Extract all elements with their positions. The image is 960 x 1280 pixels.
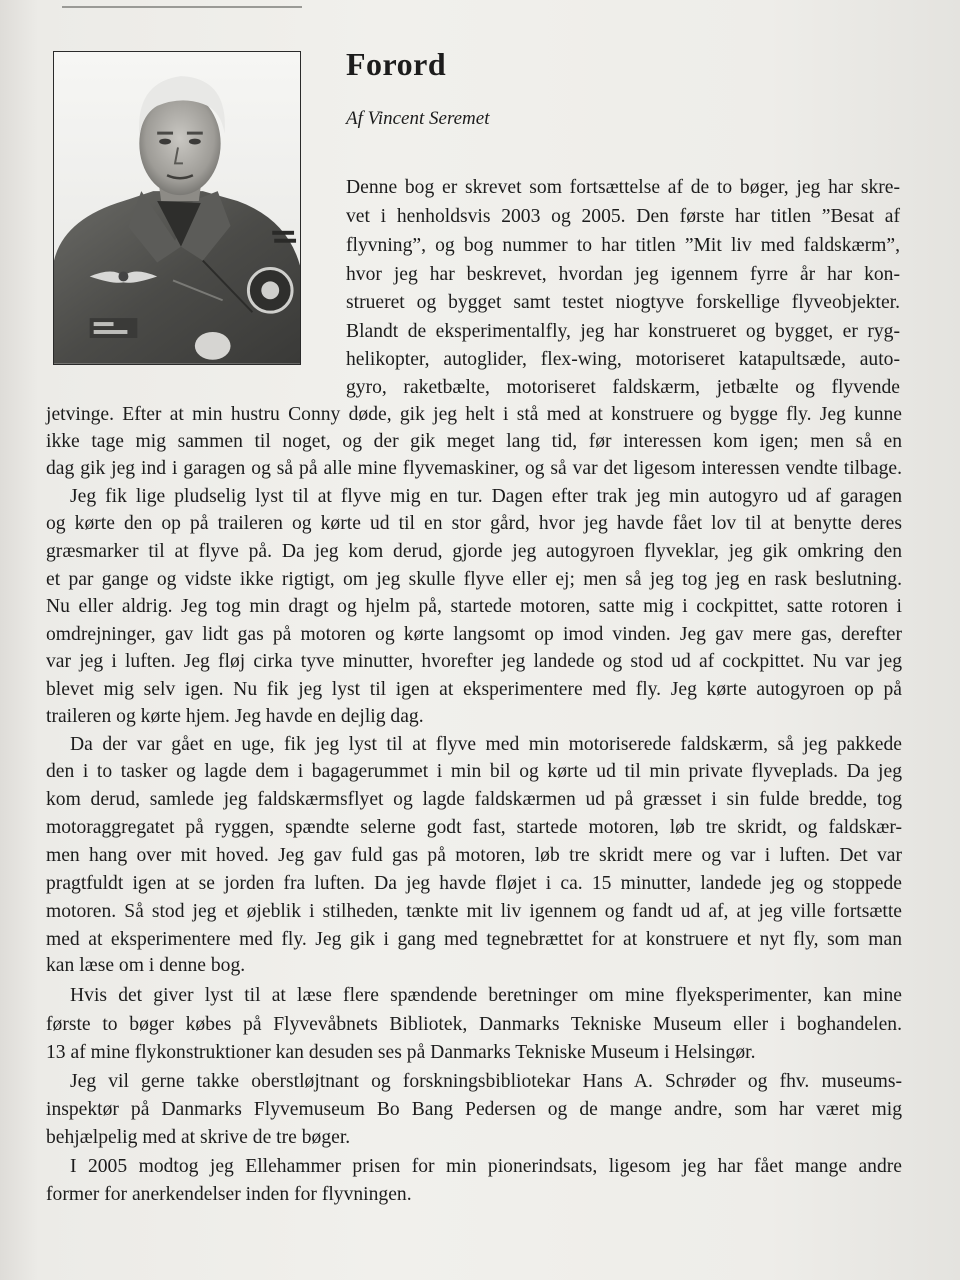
text-line: motoraggregatet på ryggen, spændte selerne godt fast, startede motoren, løb tre skridt, og faldskær- <box>46 817 902 838</box>
text-line: pragtfuldt igen at se jorden fra luften. Da jeg havde fløjet i ca. 15 minutter, landede jeg og stoppede <box>46 873 902 894</box>
text-line: Da der var gået en uge, fik jeg lyst til at flyve med min motoriserede faldskærm, så jeg pakkede <box>70 734 902 755</box>
text-line: I 2005 modtog jeg Ellehammer prisen for min pionerindsats, ligesom jeg har fået mange andre <box>70 1156 902 1177</box>
text-line: den i to tasker og lagde dem i bagagerummet i min bil og kørte ud til min private flyveplads. Da jeg <box>46 761 902 782</box>
text-line: Nu eller aldrig. Jeg tog min dragt og hjelm på, startede motoren, satte mig i cockpittet, satte rotoren i <box>46 596 902 617</box>
text-line: behjælpelig med at skrive de tre bøger. <box>46 1127 351 1148</box>
text-line: Jeg fik lige pludselig lyst til at flyve mig en tur. Dagen efter trak jeg min autogyro ud af garagen <box>70 486 902 507</box>
text-line: et par gange og vidste ikke rigtigt, om jeg skulle flyve eller ej; men så jeg tog jeg en rask beslutning. <box>46 569 902 590</box>
text-line: Denne bog er skrevet som fortsættelse af de to bøger, jeg har skre- <box>346 177 900 198</box>
text-line: blevet mig selv igen. Nu fik jeg lyst til igen at eksperimentere med fly. Jeg kørte autogyroen op på <box>46 679 902 700</box>
text-line: med at eksperimentere med fly. Jeg gik i gang med tegnebrættet for at konstruere et nyt fly, som man <box>46 929 902 950</box>
text-line: motoren. Så stod jeg et øjeblik i stilheden, tænkte mit liv igennem og fandt ud af, at jeg ville fortsætte <box>46 901 902 922</box>
text-line: og kørte den op på traileren og kørte ud til en stor gård, hvor jeg havde fået lov til at benytte deres <box>46 513 902 534</box>
text-line: inspektør på Danmarks Flyvemuseum Bo Bang Pedersen og de mange andre, som har været mig <box>46 1099 902 1120</box>
text-line: former for anerkendelser inden for flyvningen. <box>46 1184 412 1205</box>
text-line: kan læse om i denne bog. <box>46 955 246 976</box>
text-line: hvor jeg har beskrevet, hvordan jeg igennem fyrre år har kon- <box>346 264 900 285</box>
text-line: men hang over mit hoved. Jeg gav fuld gas på motoren, løb tre skridt mere og var i luften. Det var <box>46 845 902 866</box>
text-line: 13 af mine flykonstruktioner kan desuden ses på Danmarks Tekniske Museum i Helsingør. <box>46 1042 756 1063</box>
text-line: strueret og bygget samt testet niogtyve forskellige flyveobjekter. <box>346 292 900 313</box>
text-line: Jeg vil gerne takke oberstløjtnant og forskningsbibliotekar Hans A. Schrøder og fhv. museums- <box>70 1071 902 1092</box>
text-line: helikopter, autoglider, flex-wing, motoriseret katapultsæde, auto- <box>346 349 900 370</box>
text-line: jetvinge. Efter at min hustru Conny døde, gik jeg helt i stå med at konstruere og bygge fly. Jeg kunne <box>46 404 902 425</box>
page-title: Forord <box>346 46 447 82</box>
text-line: traileren og kørte hjem. Jeg havde en dejlig dag. <box>46 706 424 727</box>
text-line: dag gik jeg ind i garagen og så på alle mine flyvemaskiner, og så var det ligesom interessen vendte tilbage. <box>46 458 902 479</box>
text-line: Blandt de eksperimentalfly, jeg har konstrueret og bygget, er ryg- <box>346 321 900 342</box>
text-line: gyro, raketbælte, motoriseret faldskærm, jetbælte og flyvende <box>346 377 900 398</box>
text-line: første to bøger købes på Flyvevåbnets Bibliotek, Danmarks Tekniske Museum eller i boghandelen. <box>46 1014 902 1035</box>
text-line: ikke tage mig sammen til noget, og der gik meget lang tid, før interessen kom igen; men så en <box>46 431 902 452</box>
author-photo <box>53 51 301 365</box>
author-portrait-icon <box>54 52 300 364</box>
text-line: omdrejninger, gav lidt gas på motoren og kørte langsomt op imod vinden. Jeg gav mere gas, derefter <box>46 624 902 645</box>
text-line: Hvis det giver lyst til at læse flere spændende beretninger om mine flyeksperimenter, kan mine <box>70 985 902 1006</box>
text-line: græsmarker til at flyve på. Da jeg kom derud, gjorde jeg autogyroen flyveklar, jeg gik omkring den <box>46 541 902 562</box>
text-line: var jeg i luften. Jeg fløj cirka tyve minutter, hvorefter jeg landede og stod ud af cockpittet. Nu var jeg <box>46 651 902 672</box>
top-rule <box>62 6 302 8</box>
text-line: flyvning”, og bog nummer to har titlen ”Mit liv med faldskærm”, <box>346 235 900 256</box>
author-byline: Af Vincent Seremet <box>346 108 490 129</box>
text-line: kom derud, samlede jeg faldskærmsflyet og lagde faldskærmen ud på græsset i sin fulde bredde, tog <box>46 789 902 810</box>
text-line: vet i henholdsvis 2003 og 2005. Den første har titlen ”Besat af <box>346 206 900 227</box>
